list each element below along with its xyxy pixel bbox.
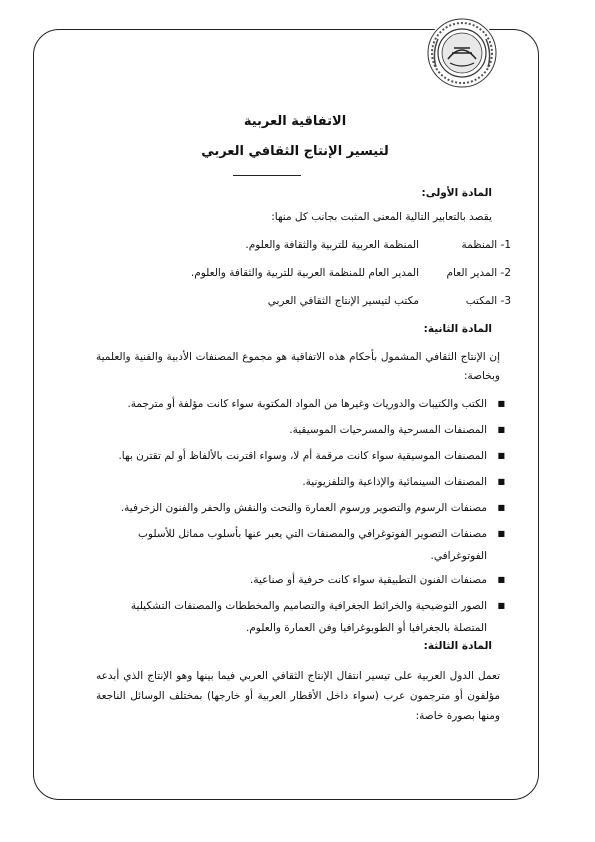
bullet-icon: ■	[497, 425, 505, 434]
bullet-icon: ■	[497, 529, 505, 538]
list-item	[105, 569, 505, 591]
list-item-text: المصنفات المسرحية والمسرحيات الموسيقية.	[289, 424, 487, 436]
list-item	[105, 595, 505, 639]
definition-term: 2- المدير العام	[446, 267, 511, 279]
bullet-icon: ■	[497, 575, 505, 584]
article-2-heading: المادة الثانية:	[423, 323, 492, 335]
definition-meaning: مكتب لتيسير الإنتاج الثقافي العربي	[267, 295, 419, 307]
list-item-text: مصنفات الفنون التطبيقية سواء كانت حرفية أو صناعية.	[249, 574, 487, 586]
list-item-text: مصنفات التصوير الفوتوغرافي والمصنفات التي يعبر عنها بأسلوب مماثل للأسلوب الفوتوغرافي.	[138, 528, 487, 562]
title-divider	[233, 175, 301, 176]
bullet-icon: ■	[497, 503, 505, 512]
list-item	[105, 419, 505, 441]
list-item	[105, 523, 505, 567]
definition-term: 3- المكتب	[465, 295, 511, 307]
bullet-icon: ■	[497, 601, 505, 610]
article-1-heading: المادة الأولى:	[421, 187, 492, 199]
list-item	[105, 393, 505, 415]
definition-term: 1- المنظمة	[461, 239, 511, 251]
list-item	[105, 497, 505, 519]
list-item-text: المصنفات السينمائية والإذاعية والتلفزيونية.	[302, 476, 487, 488]
definition-meaning: المنظمة العربية للتربية والثقافة والعلوم.	[245, 239, 419, 251]
article-3-heading: المادة الثالثة:	[423, 640, 492, 652]
bullet-icon: ■	[497, 399, 505, 408]
bullet-icon: ■	[497, 451, 505, 460]
document-title: الاتفاقية العربية	[243, 114, 347, 129]
list-item-text: المصنفات الموسيقية سواء كانت مرقمة أم لا، وسواء اقترنت بالألفاظ أو لم تقترن بها.	[118, 450, 487, 462]
article-2-intro: إن الإنتاج الثقافي المشمول بأحكام هذه الاتفاقية هو مجموع المصنفات الأدبية والفنية والعلمية وبخاصة:	[96, 351, 500, 382]
list-item	[105, 471, 505, 493]
list-item-text: الكتب والكتيبات والدوريات وغيرها من المواد المكتوبة سواء كانت مؤلفة أو مترجمة.	[127, 398, 487, 410]
list-item-text: الصور التوضيحية والخرائط الجغرافية والتصاميم والمخططات والمصنفات التشكيلية المتصلة بالجغرافيا أو الطوبوغرافيا وفن العمارة والعلوم.	[130, 600, 487, 634]
bullet-icon: ■	[497, 477, 505, 486]
list-item-text: مصنفات الرسوم والتصوير ورسوم العمارة والنحت والنقش والحفر والفنون الزخرفية.	[120, 502, 487, 514]
arab-league-emblem-icon	[426, 17, 498, 89]
article-3-text: تعمل الدول العربية على تيسير انتقال الإنتاج الثقافي العربي فيما بينها وهو الإنتاج الذي أبدعه مؤلفون أو مترجمون عرب (سواء داخل الأقطار العربية أو خارجها) بمختلف الوسائل الناجعة ومنها بصورة خاصة:	[96, 670, 500, 722]
article-1-intro: يقصد بالتعابير التالية المعنى المثبت بجانب كل منها:	[271, 211, 492, 223]
definition-meaning: المدير العام للمنظمة العربية للتربية والثقافة والعلوم.	[190, 267, 419, 279]
document-subtitle: لتيسير الإنتاج الثقافي العربي	[201, 144, 389, 159]
list-item	[105, 445, 505, 467]
